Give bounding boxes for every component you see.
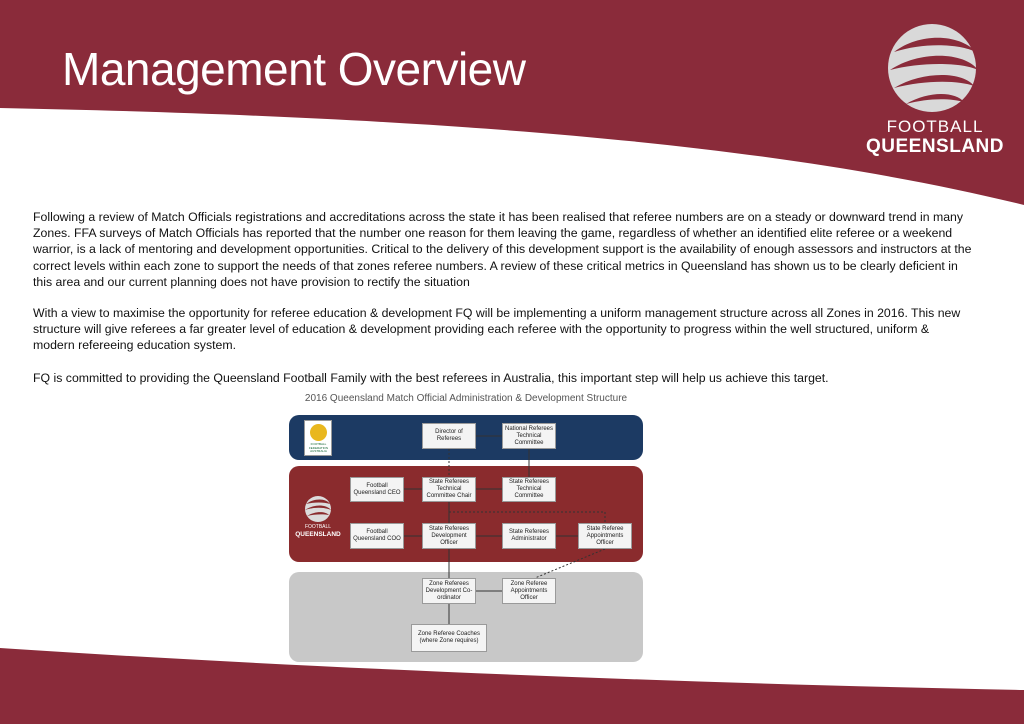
- slide-title: Management Overview: [62, 43, 526, 95]
- org-chart-title: 2016 Queensland Match Official Administration & Development Structure: [304, 393, 628, 404]
- ffa-logo: [304, 420, 332, 456]
- box-zone-appointments: Zone Referee Appointments Officer: [502, 578, 556, 604]
- ffa-ball-icon: [310, 424, 327, 441]
- logo-text-queensland: QUEENSLAND: [865, 136, 1004, 157]
- box-zone-coaches: Zone Referee Coaches (where Zone requires): [411, 624, 487, 652]
- logo-text-football: FOOTBALL: [886, 117, 984, 136]
- paragraph-review: Following a review of Match Officials registrations and accreditations across the state it has been realised that referee numbers are on a steady or downward trend in many Zones. FFA surveys of Match Officials has reported that the number one reason for them leaving the game, regardless of whether an identified elite referee or a weekend warrior, is a lack of mentoring and development opportunities. Critical to the delivery of this development support is the availability of enough assessors and instructors at the correct levels within each zone to support the needs of that zones referee numbers. A review of these critical metrics in Queensland has shown us to be clearly deficient in this area and our current planning does not have provision to rectify the situation: [33, 210, 972, 289]
- box-national-committee: National Referees Technical Committee: [502, 423, 556, 449]
- box-fq-ceo: Football Queensland CEO: [350, 477, 404, 502]
- box-state-administrator: State Referees Administrator: [502, 523, 556, 549]
- box-zone-dev-coordinator: Zone Referees Development Co-ordinator: [422, 578, 476, 604]
- paragraph-commitment: FQ is committed to providing the Queensland Football Family with the best referees in Australia, this important step will help us achieve this target.: [33, 371, 829, 385]
- box-director-of-referees: Director of Referees: [422, 423, 476, 449]
- fq-small-globe-icon: [294, 494, 342, 524]
- box-state-committee: State Referees Technical Committee: [502, 477, 556, 502]
- box-state-dev-officer: State Referees Development Officer: [422, 523, 476, 549]
- fq-small-text-queensland: QUEENSLAND: [295, 531, 341, 538]
- box-state-appointments: State Referee Appointments Officer: [578, 523, 632, 549]
- fq-small-text-football: FOOTBALL: [304, 524, 332, 530]
- fq-small-logo: [294, 494, 342, 544]
- paragraph-structure: With a view to maximise the opportunity for referee education & development FQ will be implementing a uniform management structure across all Zones in 2016. This new structure will give referees a far greater level of education & development providing each referee with the opportunity to progress within the well structured, uniform & modern refereeing education system.: [33, 306, 961, 353]
- ffa-logo-text: FOOTBALL FEDERATION AUSTRALIA: [308, 442, 329, 453]
- box-fq-coo: Football Queensland COO: [350, 523, 404, 549]
- box-state-chair: State Referees Technical Committee Chair: [422, 477, 476, 502]
